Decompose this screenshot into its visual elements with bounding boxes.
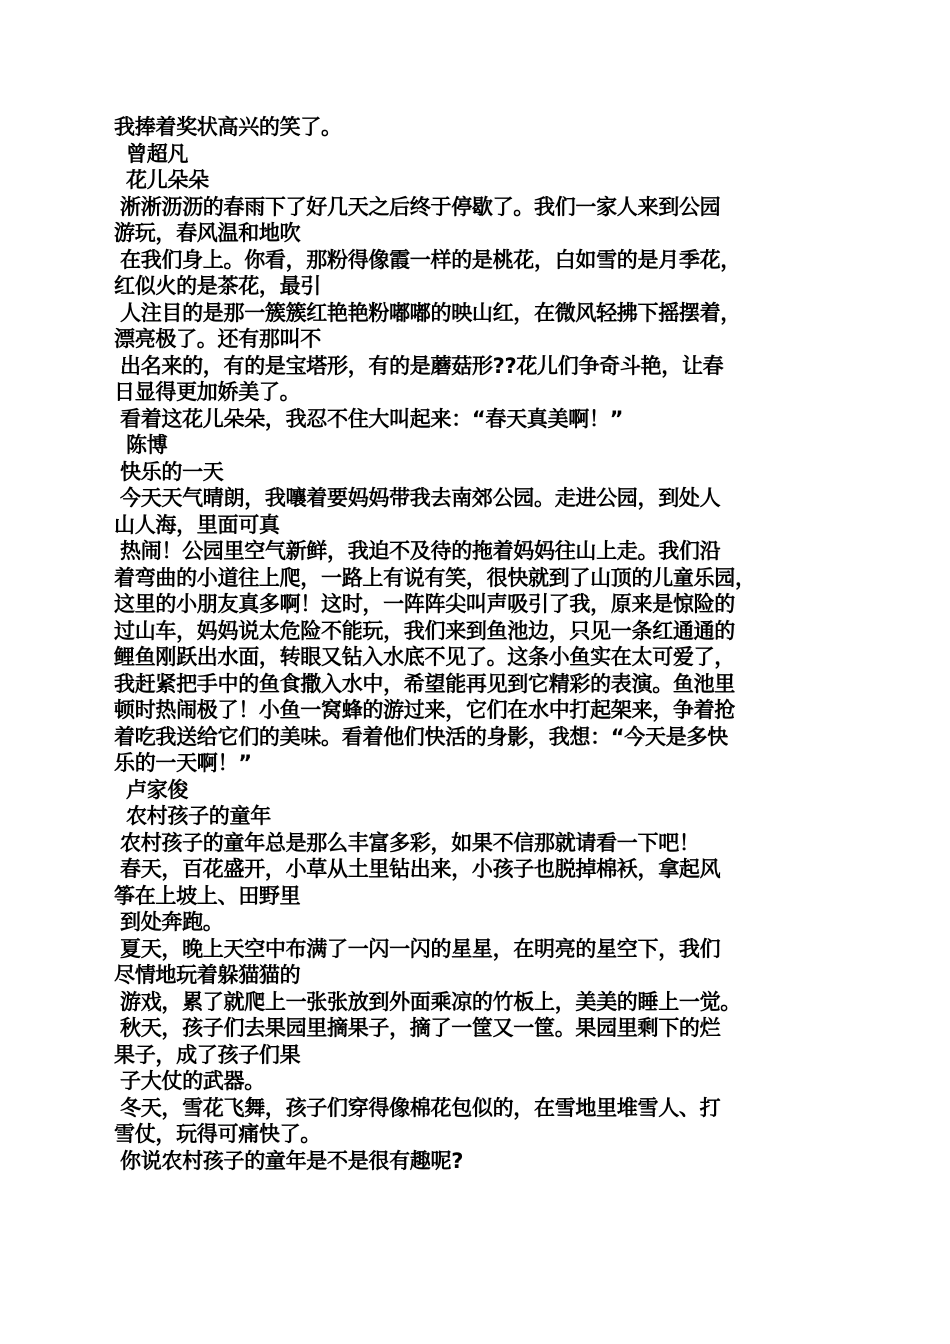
text-line: 着吃我送给它们的美味。看着他们快活的身影，我想：“今天是多快	[114, 724, 728, 749]
text-line: 漂亮极了。还有那叫不	[114, 327, 321, 351]
text-line: 我赶紧把手中的鱼食撒入水中，希望能再见到它精彩的表演。鱼池里	[114, 671, 735, 696]
text-line: 春天，百花盛开，小草从土里钻出来，小孩子也脱掉棉袄，拿起风	[120, 857, 721, 881]
text-line: 这里的小朋友真多啊！这时，一阵阵尖叫声吸引了我，原来是惊险的	[114, 592, 735, 616]
text-line: 看着这花儿朵朵，我忍不住大叫起来：“春天真美啊！”	[120, 406, 624, 431]
text-line: 红似火的是茶花，最引	[114, 274, 321, 298]
text-line: 日显得更加娇美了。	[114, 380, 301, 404]
author-name: 曾超凡	[126, 141, 189, 166]
text-line: 人注目的是那一簇簇红艳艳粉嘟嘟的映山红，在微风轻拂下摇摆着，	[120, 300, 741, 325]
text-line: 淅淅沥沥的春雨下了好几天之后终于停歇了。我们一家人来到公园	[120, 194, 721, 219]
text-line: 着弯曲的小道往上爬，一路上有说有笑，很快就到了山顶的儿童乐园，	[114, 565, 756, 590]
text-line: 冬天，雪花飞舞，孩子们穿得像棉花包似的，在雪地里堆雪人、打	[120, 1095, 721, 1120]
essay-title: 农村孩子的童年	[126, 804, 271, 828]
text-line: 出名来的，有的是宝塔形，有的是蘑菇形??花儿们争奇斗艳，让春	[120, 353, 724, 378]
essay-title: 快乐的一天	[120, 459, 224, 484]
text-line: 子大仗的武器。	[120, 1069, 265, 1093]
text-line: 今天天气晴朗，我嚷着要妈妈带我去南郊公园。走进公园，到处人	[120, 486, 721, 510]
text-line: 农村孩子的童年总是那么丰富多彩，如果不信那就请看一下吧！	[120, 830, 700, 855]
author-name: 陈博	[126, 433, 168, 457]
text-line: 筝在上坡上、田野里	[114, 883, 301, 908]
text-line: 过山车，妈妈说太危险不能玩，我们来到鱼池边，只见一条红通通的	[114, 618, 735, 643]
text-line: 乐的一天啊！”	[114, 751, 252, 775]
text-line: 游玩，春风温和地吹	[114, 221, 301, 245]
text-line: 热闹！公园里空气新鲜，我迫不及待的拖着妈妈往山上走。我们沿	[120, 539, 721, 563]
author-name: 卢家俊	[126, 777, 189, 802]
text-line: 果子，成了孩子们果	[114, 1042, 301, 1067]
text-line: 游戏，累了就爬上一张张放到外面乘凉的竹板上，美美的睡上一觉。	[120, 989, 741, 1014]
text-line: 鲤鱼刚跃出水面，转眼又钻入水底不见了。这条小鱼实在太可爱了，	[114, 645, 735, 669]
text-line: 在我们身上。你看，那粉得像霞一样的是桃花，白如雪的是月季花，	[120, 247, 741, 272]
text-line: 雪仗，玩得可痛快了。	[114, 1122, 321, 1146]
text-line: 山人海，里面可真	[114, 512, 280, 537]
text-line: 尽情地玩着躲猫猫的	[114, 963, 301, 987]
text-line: 顿时热闹极了！小鱼一窝蜂的游过来，它们在水中打起架来，争着抢	[114, 698, 735, 722]
text-line: 到处奔跑。	[120, 910, 224, 934]
document-page	[114, 114, 844, 1174]
text-line: 我捧着奖状高兴的笑了。	[114, 115, 342, 139]
text-line: 你说农村孩子的童年是不是很有趣呢?	[120, 1148, 464, 1173]
essay-title: 花儿朵朵	[126, 168, 209, 192]
text-line: 夏天，晚上天空中布满了一闪一闪的星星，在明亮的星空下，我们	[120, 936, 721, 961]
text-line: 秋天，孩子们去果园里摘果子，摘了一筐又一筐。果园里剩下的烂	[120, 1016, 721, 1040]
